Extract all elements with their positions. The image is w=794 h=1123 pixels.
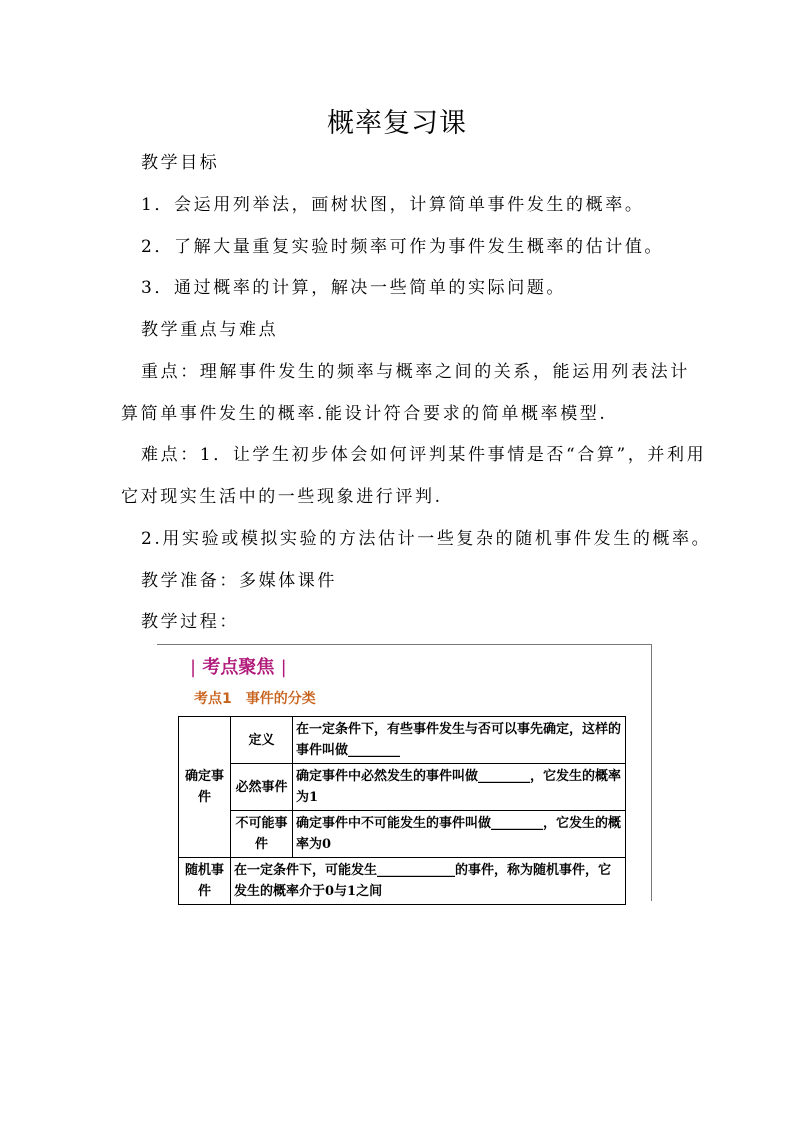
group-label-random: 随机事件 [179, 858, 231, 905]
row-text-impossible: 确定事件中不可能发生的事件叫做________，它发生的概率为0 [293, 811, 626, 858]
heading-text: 考点聚焦 [202, 657, 275, 678]
row-text-certain: 确定事件中必然发生的事件叫做________，它发生的概率为1 [293, 764, 626, 811]
table-row [179, 858, 626, 905]
row-text-random: 在一定条件下，可能发生____________的事件，称为随机事件，它发生的概率介于0与1之间 [231, 858, 626, 905]
body-line: 教学准备：多媒体课件 [141, 571, 337, 591]
body-line: 教学重点与难点 [141, 320, 279, 340]
body-line: 教学目标 [141, 153, 220, 173]
body-line: 算简单事件发生的概率.能设计符合要求的简单概率模型. [121, 404, 608, 424]
row-text-definition: 在一定条件下，有些事件发生与否可以事先确定，这样的事件叫做________ [293, 717, 626, 764]
inset-heading [190, 653, 287, 679]
body-line: 2.用实验或模拟实验的方法估计一些复杂的随机事件发生的概率。 [141, 529, 712, 549]
heading-bar-right: | [280, 657, 287, 678]
body-line: 1．会运用列举法，画树状图，计算简单事件发生的概率。 [141, 195, 645, 215]
table-row [179, 811, 626, 858]
page-title: 概率复习课 [327, 108, 467, 139]
body-line: 它对现实生活中的一些现象进行评判. [121, 487, 443, 507]
inset-subheading: 考点1 事件的分类 [194, 691, 316, 707]
row-label-impossible: 不可能事件 [231, 811, 293, 858]
body-line: 重点：理解事件发生的频率与概率之间的关系，能运用列表法计 [141, 362, 690, 382]
body-line: 3．通过概率的计算，解决一些简单的实际问题。 [141, 278, 567, 298]
table-row [179, 764, 626, 811]
row-label-certain: 必然事件 [231, 764, 293, 811]
body-line: 难点：1．让学生初步体会如何评判某件事情是否“合算”，并利用 [141, 445, 707, 465]
event-classification-table [178, 716, 626, 905]
body-line: 2．了解大量重复实验时频率可作为事件发生概率的估计值。 [141, 237, 665, 257]
table-row [179, 717, 626, 764]
heading-bar-left: | [190, 657, 197, 678]
body-line: 教学过程： [141, 612, 239, 632]
row-label-definition: 定义 [231, 717, 293, 764]
group-label-definite: 确定事件 [179, 717, 231, 858]
